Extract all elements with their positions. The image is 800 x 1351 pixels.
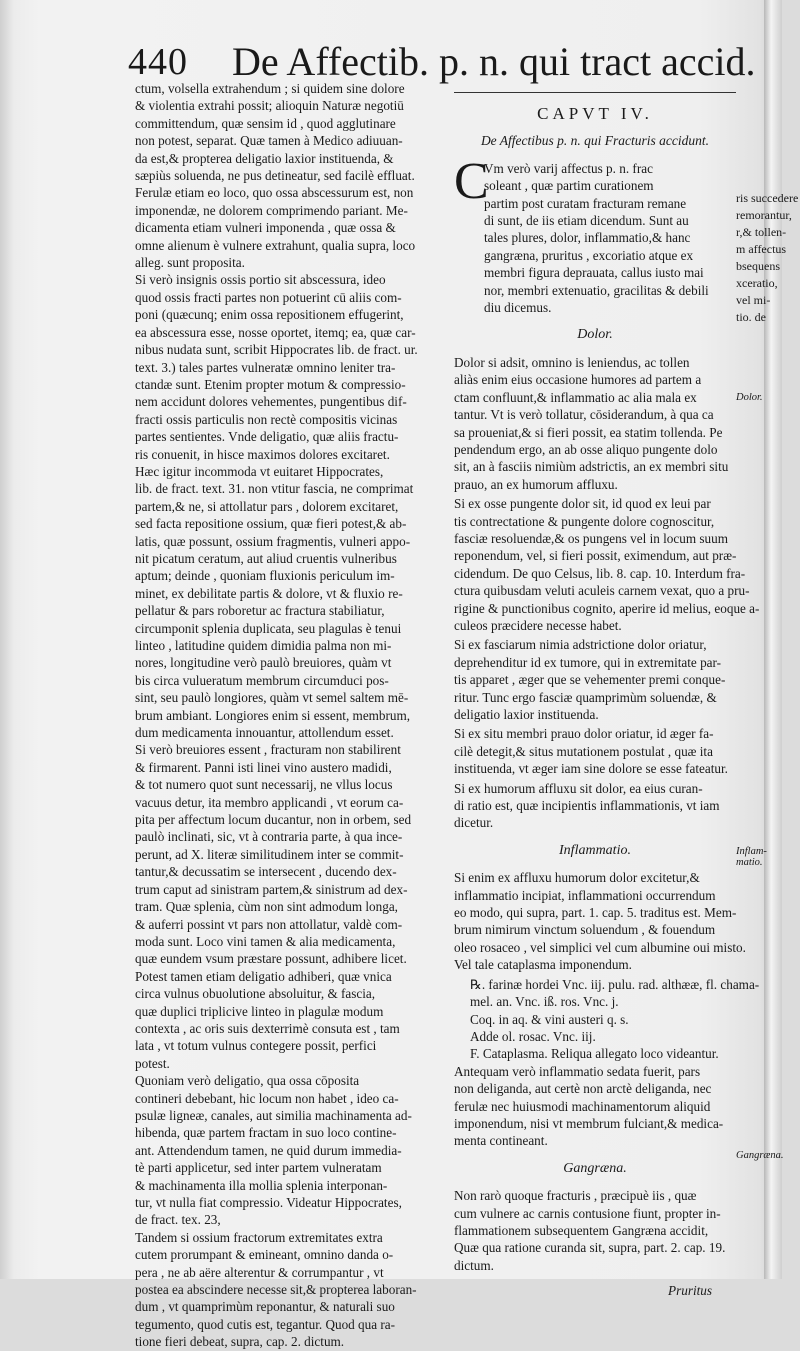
text-line: dicetur. [454,815,494,831]
text-line: & machinamenta illa mollia splenia interponan- [135,1177,388,1193]
paragraph [454,636,736,723]
text-line: tegumento, quod cutis est, tegantur. Quod qua ra- [135,1316,396,1332]
text-line: postea ea abscindere necesse sit,& propterea laboran- [135,1282,417,1298]
text-line: vacuus detur, ita membro applicandi , vt eorum ca- [135,794,404,810]
text-line: ctam confluunt,& inflammatio ac alia mala ex [454,389,697,405]
section-heading: Dolor. [577,327,613,343]
text-line: brum ambiant. Longiores enim si essent, membrum, [135,707,411,723]
text-line: non potest, separat. Quæ tamen à Medico adiuuan- [135,133,403,149]
text-line: menta contineant. [454,1133,548,1149]
catchword: Pruritus [668,1283,712,1299]
text-line: membri figura deprauata, callus iusto mai [484,265,704,281]
text-line: flammationem subsequentem Gangræna accidit, [454,1222,709,1238]
text-line: Potest tamen etiam deligatio adhiberi, quæ vnica [135,968,392,984]
paragraph [454,495,760,634]
text-line: perunt, ad X. literæ similitudinem inter se commit- [135,846,404,862]
section-heading: Inflammatio. [559,842,631,858]
text-line: Dolor si adsit, omnino is leniendus, ac tollen [454,354,690,370]
text-line: moda sunt. Loco vini tamen & alia medicamenta, [135,933,396,949]
text-line: quæ eundem vsum præstare possunt, adhibere licet. [135,951,407,967]
chapter-intro [454,152,736,317]
text-line: ctura quibusdam veluti aculeis carnem vexat, quo a pru- [454,583,750,599]
text-line: da est,& propterea deligatio laxior instituenda, & [135,150,394,166]
text-line: ea abscessura esse, nosse oportet, itemq; ea, quæ car- [135,324,416,340]
text-line: committendum, quæ sensim id , quod agglutinare [135,115,396,131]
text-line: quæ duplici triplicive linteo in plagulæ modum [135,1003,384,1019]
text-line: paulò inclinati, sic, vt à contraria parte, à qua ince- [135,829,403,845]
text-line: lib. de fract. text. 31. non vtitur fascia, ne comprimat [135,481,414,497]
text-line: soleant , quæ partim curationem [484,178,654,194]
text-line: inflammatio incipiat, inflammationi occurrendum [454,887,716,903]
text-line: prauo, an ex humorum affluxu. [454,476,618,492]
text-line: nibus nudata sunt, scribit Hippocrates lib. de fract. ur. [135,342,418,358]
text-line: dictum. [454,1257,494,1273]
text-line: & firmarent. Panni isti linei vino austero madidi, [135,759,392,775]
text-line: & tot numero quot sunt necessarij, ne vllus locus [135,777,393,793]
text-line: ritur. Tunc ergo fasciæ quamprimùm soluendæ, & [454,689,717,705]
text-line: sed facta repositione ossium, quæ fieri potest,& ab- [135,516,407,532]
margin-note-gangraena: Gangræna. [736,1150,784,1161]
running-title: De Affectib. p. n. qui tract accid. [232,39,756,84]
paragraph [454,354,736,493]
text-line: oleo rosaceo , vel simplici vel cum albumine oui misto. [454,939,746,955]
text-line: pendendum ergo, an ab osse aliquo pungente dolo [454,441,718,457]
margin-note-dolor: Dolor. [736,392,763,403]
text-line: minet, ex debilitate partis & dolore, vt & fluxio re- [135,585,403,601]
text-line: linteo , latitudine quidem dimidia palma non mi- [135,638,392,653]
text-line: sit, an à fasciis nimiùm adstrictis, an ex membri situ [454,459,729,475]
text-line: eo modo, qui supra, part. 1. cap. 5. traditus est. Mem- [454,905,737,921]
text-line: Si ex osse pungente dolor sit, id quod ex leui par [454,496,711,512]
text-line: aliàs enim eius occasione humores ad partem a [454,372,702,388]
recipe-line: ℞. farinæ hordei Vnc. iij. pulu. rad. althææ, fl. chama- [470,976,760,992]
text-line: circumponit splenia duplicata, seu plagulas è tenui [135,620,402,636]
text-line: & violentia extrahi possit; alioquin Naturæ negotiū [135,98,404,114]
recipe-line: F. Cataplasma. Reliqua allegato loco videantur. [470,1046,719,1062]
text-line: tis contrectatione & pungente dolore cognoscitur, [454,513,715,529]
text-line: bis circa vulueratum membrum circumduci pos- [135,672,389,688]
text-line: cidendum. De quo Celsus, lib. 8. cap. 10. Interdum fra- [454,565,746,581]
chapter-heading: CAPVT IV. [537,104,653,123]
paragraph [454,1063,736,1150]
chapter-rule [454,92,736,93]
paragraph [454,869,746,973]
text-line: nor, membri extenuatio, gracilitas & debili [484,282,709,298]
text-line: Ferulæ etiam eo loco, quo ossa abscessurum est, non [135,185,414,201]
text-line: non deliganda, aut certè non arctè deliganda, nec [454,1081,712,1097]
text-line: Antequam verò inflammatio sedata fuerit, pars [454,1063,701,1079]
text-line: culeos præcidere necesse habet. [454,617,622,633]
text-line: Si ex humorum affluxu sit dolor, ea eius curan- [454,780,703,796]
text-line: nit picatum ceratum, aut aliud cruentis vulneribus [135,550,397,566]
text-line: Quæ qua ratione curanda sit, supra, part. 2. cap. 19. [454,1240,726,1256]
recipe-line: Adde ol. rosac. Vnc. iij. [470,1028,596,1044]
text-line: pita per affectum locum ducantur, non in orbem, sed [135,812,412,828]
margin-note-intro: ris succedere remorantur, r,& tollen- m affectus bsequens xceratio, vel mi- tio. de [736,191,799,324]
text-line: omne alienum è vulnere extrahunt, qualia supra, loco [135,237,416,253]
text-line: dum , vt quamprimùm reponantur, & naturali suo [135,1299,395,1315]
text-line: cum vulnere ac carnis contusione fiunt, propter in- [454,1205,721,1221]
text-line: trum caput ad sinistram partem,& sinistrum ad dex- [135,881,408,897]
text-line: partem,& ne, si attollatur pars , dolorem excitaret, [135,498,399,514]
text-line: ferulæ nec huiusmodi machinamentorum aliquid [454,1098,711,1114]
text-line: pellatur & pars roboretur ac fractura stabiliatur, [135,603,385,619]
text-line: cilè detegit,& situs mutationem postulat , quæ ita [454,743,713,759]
text-line: Si verò breuiores essent , fracturam non stabilirent [135,742,401,758]
text-line: ant. Attendendum tamen, ne quid durum immedia- [135,1142,402,1158]
text-line: dum medicamenta innouantur, attollendum esset. [135,725,394,741]
chapter-subtitle: De Affectibus p. n. qui Fracturis accidunt. [480,133,710,149]
text-line: imponendum, nisi vt membrum fulciant,& medica- [454,1115,724,1131]
text-line: contexta , ac oris suis dexterrimè consuta est , tam [135,1020,400,1036]
drop-capital: C [454,152,489,210]
text-line: Hæc igitur incommoda vt euitaret Hippocrates, [135,463,384,479]
text-line: brum nimirum vinctum soluendum , & fouendum [454,922,716,938]
text-line: Vel tale cataplasma imponendum. [454,957,632,973]
text-line: sa proueniat,& si fieri possit, ea statim tollenda. Pe [454,424,723,440]
text-line: pera , ne ab aëre alterentur & corrumpantur , vt [135,1264,384,1280]
text-line: Non rarò quoque fracturis , præcipuè iis , quæ [454,1188,697,1204]
text-line: psulæ ligneæ, canales, aut similia machinamenta ad- [135,1107,412,1123]
text-line: ctum, volsella extrahendum ; si quidem sine dolore [135,81,405,96]
text-line: di sunt, de iis etiam dicendum. Sunt au [484,213,689,229]
text-line: Si verò insignis ossis portio sit abscessura, ideo [135,272,386,288]
text-line: diu dicemus. [484,300,552,316]
text-line: & auferri possint vt pars non attollatur, valdè com- [135,916,403,932]
text-line: Si enim ex affluxu humorum dolor excitetur,& [454,870,700,886]
text-line: ris conuenit, in hisce maximos dolores excitaret. [135,446,390,462]
left-column [135,80,453,1351]
text-line: aptum; deinde , quoniam fluxionis periculum im- [135,568,395,584]
page-number: 440 [128,41,188,83]
text-line: sæpiùs soluenda, ne pus detineatur, sed facilè effluat. [135,168,415,184]
text-line: sint, seu paulò longiores, quàm vt semel saltem mē- [135,690,409,706]
text-line: text. 3.) tales partes vulneratæ omnino leniter tra- [135,359,396,375]
text-line: tram. Quæ splenia, cùm non sint admodum longa, [135,899,398,915]
paragraph [454,780,736,832]
text-line: de fract. tex. 23, [135,1212,221,1228]
text-line: Tandem si ossium fractorum extremitates extra [135,1229,383,1245]
text-line: rigine & punctionibus cognito, aperire id melius, eoque a- [454,600,760,616]
right-column [454,80,760,1300]
text-line: alleg. sunt proposita. [135,255,245,271]
text-line: Si ex fasciarum nimia adstrictione dolor oriatur, [454,637,707,653]
text-line: fasciæ resoluendæ,& os pungens vel in locum suum [454,530,728,546]
text-line: gangræna, pruritus , excoriatio atque ex [484,247,694,263]
text-line: instituenda, vt æger iam sine dolore se esse fateatur. [454,761,728,777]
text-line: partes sentientes. Vnde deligatio, quæ aliis fractu- [135,429,399,445]
text-line: Vm verò varij affectus p. n. frac [484,160,653,176]
text-line: Si ex situ membri prauo dolor oriatur, id æger fa- [454,726,714,742]
recipe-line: mel. an. Vnc. iß. ros. Vnc. j. [470,994,619,1010]
text-line: tur, vt nulla fiat compressio. Videatur Hippocrates, [135,1195,402,1210]
text-line: tantur,& decussatim se intersecent , ducendo dex- [135,864,397,880]
text-line: Quoniam verò deligatio, qua ossa cōposita [135,1073,360,1089]
margin-note-inflammatio: Inflam- matio. [736,846,767,868]
text-line: tis apparet , æger que se vehementer premi conque- [454,672,726,688]
text-line: hibenda, quæ partem fractam in suo loco contine- [135,1125,397,1141]
section-heading: Gangræna. [563,1160,627,1176]
text-line: tales plures, dolor, inflammatio,& hanc [484,230,691,246]
text-line: contineri debebant, hic locum non habet , ideo ca- [135,1090,399,1106]
text-line: tantur. Vt is verò tollatur, cōsiderandum, à qua ca [454,407,714,423]
text-line: deprehenditur id ex tumore, qui in extremitate par- [454,654,722,670]
text-line: cutem prorumpant & emineant, omnino danda o- [135,1247,394,1263]
text-line: di ratio est, quæ incipientis inflammationis, vt iam [454,798,720,814]
text-line: latis, quæ possunt, ossium fragmentis, vulneri appo- [135,533,411,549]
text-line: dicamenta etiam vulneri imponenda , quæ ossa & [135,220,396,236]
text-line: lata , vt totum vulnus contegere possit, perfici [135,1038,377,1054]
recipe [454,976,760,1063]
text-line: nem accidunt dolores vehementes, pungentibus dif- [135,394,407,410]
text-line: tè parti applicetur, sed inter partem vulneratam [135,1160,382,1176]
recipe-line: Coq. in aq. & vini austeri q. s. [470,1011,629,1027]
text-line: nores, longitudine verò paulò breuiores, quàm vt [135,655,392,671]
text-line: fracti ossis particulis non rectè compositis vicinas [135,411,398,427]
text-line: reponendum, vel, si fieri possit, eximendum, aut præ- [454,548,737,564]
paragraph [454,725,736,777]
text-line: circa vulnus obuolutione absoluitur, & fascia, [135,986,376,1002]
text-line: ctandæ sunt. Etenim propter motum & compressio- [135,376,406,392]
text-line: deligatio laxior instituenda. [454,707,599,722]
text-line: quod ossis fracti partes non potuerint cū aliis com- [135,289,402,305]
paragraph [454,1187,736,1274]
text-line: tione fieri debeat, supra, cap. 2. dictum. [135,1334,345,1350]
text-line: partim post curatam fracturam remane [484,195,687,211]
text-line: imponendæ, ne dolorem comprimendo pariant. Me- [135,202,408,218]
text-line: potest. [135,1055,170,1071]
text-line: poni (quæcunq; enim ossa repositionem effugerint, [135,307,404,323]
